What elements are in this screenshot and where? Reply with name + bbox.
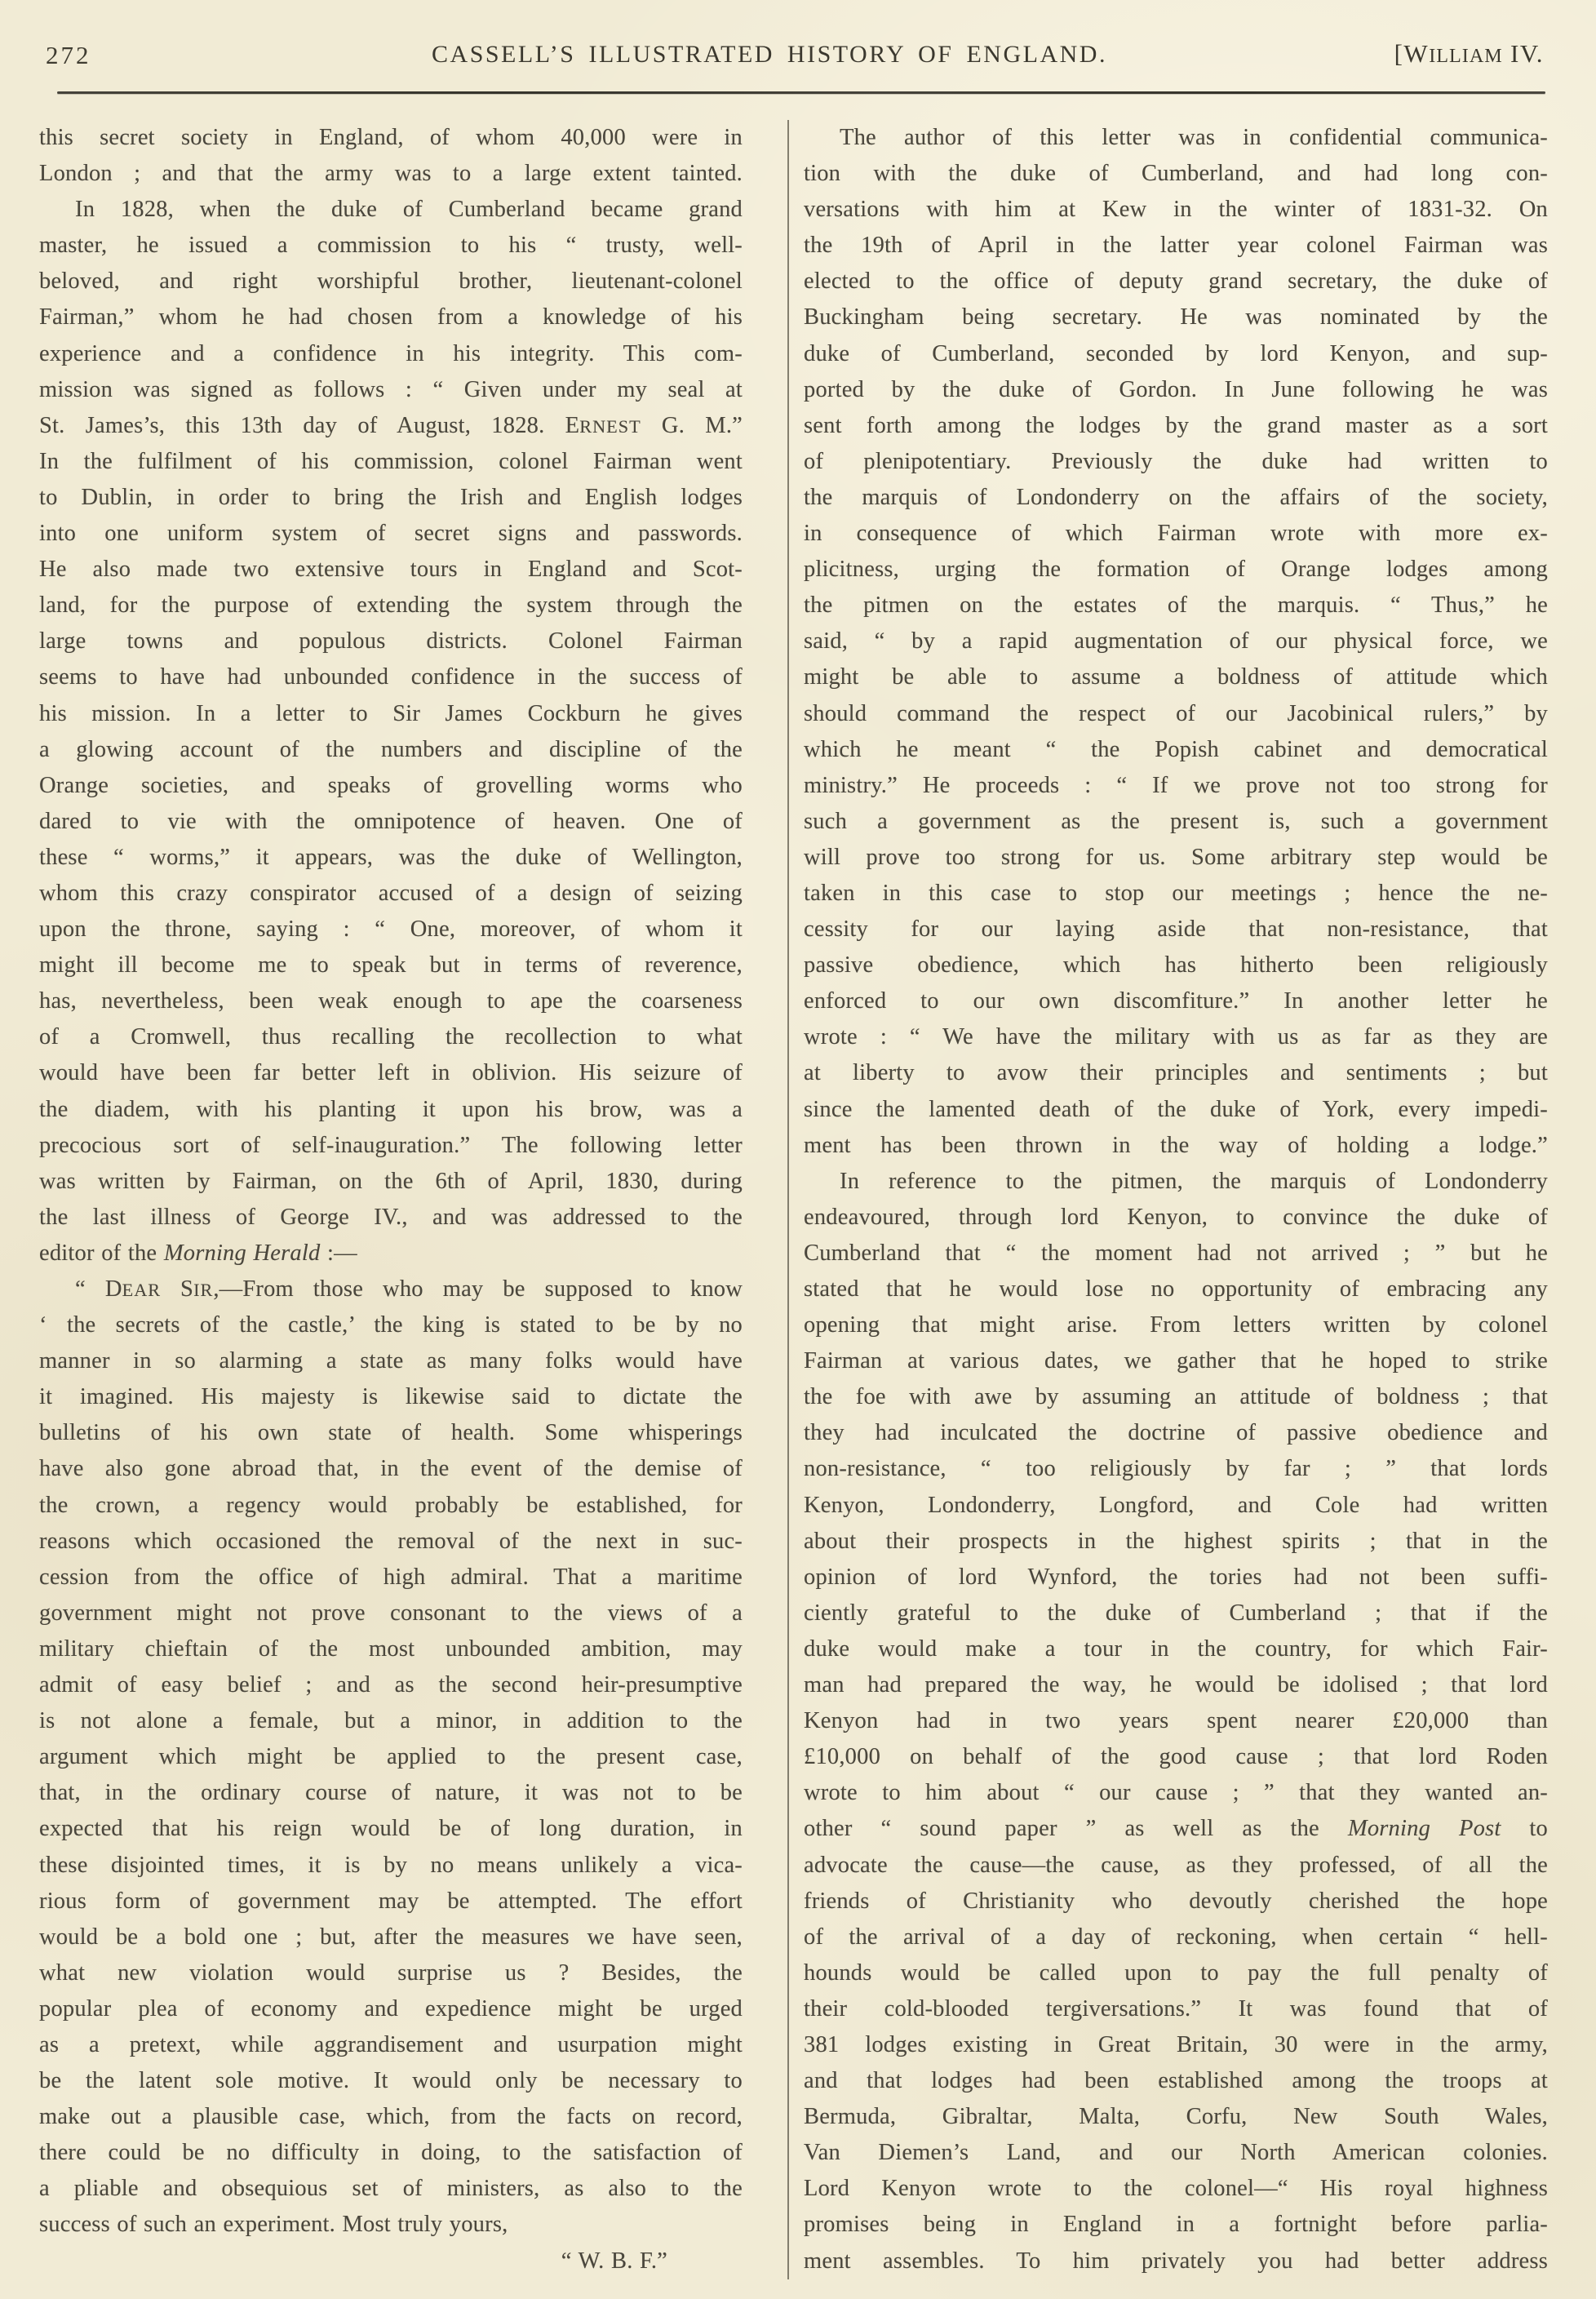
running-head-right: [WILLIAM IV. (1394, 39, 1544, 68)
text-line: “ DEAR SIR,—From those who may be supposed to know (75, 1276, 743, 1302)
text-line: since the lamented death of the duke of York, every impedi- (804, 1096, 1548, 1122)
text-columns (39, 120, 1548, 2279)
text-line: passive obedience, which has hitherto been religiously (804, 952, 1548, 979)
text-line: promises being in England in a fortnight before parlia- (804, 2212, 1548, 2238)
text-line: The author of this letter was in confidential communica- (840, 125, 1548, 150)
text-line: Kenyon had in two years spent nearer £20,000 than (804, 1708, 1548, 1734)
page-number: 272 (46, 41, 91, 69)
text-line: the marquis of Londonderry on the affairs of the society, (804, 484, 1548, 510)
text-line: stated that he would lose no opportunity of embracing any (804, 1276, 1548, 1302)
text-line: advocate the cause—the cause, as they professed, of all the (804, 1852, 1548, 1878)
text-line: opening that might arise. From letters written by colonel (804, 1312, 1548, 1338)
text-line: plicitness, urging the formation of Orange lodges among (804, 557, 1548, 583)
text-line: wrote : “ We have the military with us as far as they are (804, 1024, 1548, 1050)
text-line: Van Diemen’s Land, and our North American colonies. (804, 2140, 1548, 2166)
text-line: He also made two extensive tours in England and Scot- (39, 557, 743, 583)
text-line: Lord Kenyon wrote to the colonel—“ His royal highness (804, 2176, 1548, 2202)
text-line: Buckingham being secretary. He was nominated by the (804, 304, 1548, 331)
text-line: be the latent sole motive. It would only be necessary to (39, 2068, 743, 2094)
text-line: government might not prove consonant to the views of a (39, 1600, 743, 1626)
text-line: hounds would be called upon to pay the full penalty of (804, 1959, 1548, 1986)
text-line: Bermuda, Gibraltar, Malta, Corfu, New South Wales, (804, 2104, 1548, 2130)
text-line: In 1828, when the duke of Cumberland became grand (75, 197, 743, 223)
text-line: about their prospects in the highest spirits ; that in the (804, 1528, 1548, 1554)
text-line: upon the throne, saying : “ One, moreover, of whom it (39, 916, 743, 943)
text-line: into one uniform system of secret signs and passwords. (39, 521, 743, 547)
text-line: £10,000 on behalf of the good cause ; that lord Roden (804, 1744, 1548, 1770)
text-line: duke would make a tour in the country, for which Fair- (804, 1635, 1548, 1662)
text-line: endeavoured, through lord Kenyon, to convince the duke of (804, 1204, 1548, 1230)
header-rule (57, 91, 1545, 94)
page-title: CASSELL’S ILLUSTRATED HISTORY OF ENGLAND. (432, 41, 1107, 68)
text-line: Fairman,” whom he had chosen from a knowledge of his (39, 304, 743, 331)
text-line: ciently grateful to the duke of Cumberland ; that if the (804, 1600, 1548, 1626)
text-line: land, for the purpose of extending the system through the (39, 593, 743, 619)
text-line: this secret society in England, of whom 40,000 were in (39, 125, 743, 150)
left-column (39, 120, 743, 2279)
text-line: the last illness of George IV., and was addressed to the (39, 1204, 743, 1230)
text-line: St. James’s, this 13th day of August, 1828. ERNEST G. M.” (39, 412, 743, 438)
text-line: mission was signed as follows : “ Given under my seal at (39, 376, 743, 402)
text-line: in consequence of which Fairman wrote with more ex- (804, 521, 1548, 547)
text-line: rious form of government may be attempted. The effort (39, 1888, 743, 1914)
text-line: other “ sound paper ” as well as the Morning Post to (804, 1816, 1548, 1842)
text-line: there could be no difficulty in doing, to the satisfaction of (39, 2140, 743, 2166)
text-line: experience and a confidence in his integrity. This com- (39, 340, 743, 366)
text-line: of plenipotentiary. Previously the duke had written to (804, 448, 1548, 474)
right-column (787, 120, 1548, 2279)
text-line: master, he issued a commission to his “ trusty, well- (39, 233, 743, 259)
text-line: military chieftain of the most unbounded ambition, may (39, 1635, 743, 1662)
text-line: ministry.” He proceeds : “ If we prove not too strong for (804, 772, 1548, 798)
page-header (0, 0, 1596, 119)
text-line: it imagined. His majesty is likewise said to dictate the (39, 1384, 743, 1410)
text-line: precocious sort of self-inauguration.” The following letter (39, 1132, 743, 1158)
text-line: whom this crazy conspirator accused of a design of seizing (39, 880, 743, 906)
text-line: of a Cromwell, thus recalling the recollection to what (39, 1024, 743, 1050)
text-line: is not alone a female, but a minor, in addition to the (39, 1708, 743, 1734)
text-line: the pitmen on the estates of the marquis. “ Thus,” he (804, 593, 1548, 619)
text-line: expected that his reign would be of long duration, in (39, 1816, 743, 1842)
text-line: Cumberland that “ the moment had not arrived ; ” but he (804, 1240, 1548, 1266)
text-line: to Dublin, in order to bring the Irish and English lodges (39, 484, 743, 510)
text-line: should command the respect of our Jacobinical rulers,” by (804, 700, 1548, 726)
text-line: the diadem, with his planting it upon his brow, was a (39, 1096, 743, 1122)
text-line: ment has been thrown in the way of holding a lodge.” (804, 1132, 1548, 1158)
text-line: opinion of lord Wynford, the tories had not been suffi- (804, 1564, 1548, 1590)
text-line: London ; and that the army was to a large extent tainted. (39, 161, 743, 187)
text-line: a glowing account of the numbers and discipline of the (39, 736, 743, 762)
text-line: might be able to assume a boldness of attitude which (804, 664, 1548, 690)
text-line: seems to have had unbounded confidence in the success of (39, 664, 743, 690)
text-line: elected to the office of deputy grand secretary, the duke of (804, 269, 1548, 295)
text-line: argument which might be applied to the present case, (39, 1744, 743, 1770)
text-line: such a government as the present is, such a government (804, 808, 1548, 834)
text-line: dared to vie with the omnipotence of heaven. One of (39, 808, 743, 834)
text-line: these disjointed times, it is by no means unlikely a vica- (39, 1852, 743, 1878)
text-line: Kenyon, Londonderry, Longford, and Cole had written (804, 1492, 1548, 1518)
text-line: was written by Fairman, on the 6th of April, 1830, during (39, 1168, 743, 1194)
text-line: has, nevertheless, been weak enough to ape the coarseness (39, 988, 743, 1014)
text-line: In reference to the pitmen, the marquis of Londonderry (840, 1168, 1548, 1194)
text-line: friends of Christianity who devoutly cherished the hope (804, 1888, 1548, 1914)
text-line: a pliable and obsequious set of ministers, as also to the (39, 2176, 743, 2202)
text-line: his mission. In a letter to Sir James Cockburn he gives (39, 700, 743, 726)
text-line: ment assembles. To him privately you had better address (804, 2248, 1548, 2274)
text-line: success of such an experiment. Most truly yours, (39, 2212, 508, 2238)
text-line: the crown, a regency would probably be established, for (39, 1492, 743, 1518)
text-line: wrote to him about “ our cause ; ” that they wanted an- (804, 1780, 1548, 1806)
text-line: will prove too strong for us. Some arbitrary step would be (804, 844, 1548, 870)
text-line: Fairman at various dates, we gather that he hoped to strike (804, 1348, 1548, 1374)
text-line: cessity for our laying aside that non-resistance, that (804, 916, 1548, 943)
text-line: popular plea of economy and expedience might be urged (39, 1995, 743, 2022)
text-line: would have been far better left in oblivion. His seizure of (39, 1060, 743, 1086)
text-line: bulletins of his own state of health. Some whisperings (39, 1420, 743, 1446)
text-line: tion with the duke of Cumberland, and had long con- (804, 161, 1548, 187)
text-line: “ W. B. F.” (561, 2248, 667, 2274)
text-line: which he meant “ the Popish cabinet and democratical (804, 736, 1548, 762)
text-line: they had inculcated the doctrine of passive obedience and (804, 1420, 1548, 1446)
text-line: have also gone abroad that, in the event of the demise of (39, 1456, 743, 1482)
text-line: at liberty to avow their principles and sentiments ; but (804, 1060, 1548, 1086)
text-line: man had prepared the way, he would be idolised ; that lord (804, 1672, 1548, 1698)
text-line: Orange societies, and speaks of grovelling worms who (39, 772, 743, 798)
text-line: In the fulfilment of his commission, colonel Fairman went (39, 448, 743, 474)
text-line: admit of easy belief ; and as the second heir-presumptive (39, 1672, 743, 1698)
text-line: ‘ the secrets of the castle,’ the king is stated to be by no (39, 1312, 743, 1338)
text-line: that, in the ordinary course of nature, it was not to be (39, 1780, 743, 1806)
text-line: duke of Cumberland, seconded by lord Kenyon, and sup- (804, 340, 1548, 366)
text-line: their cold-blooded tergiversations.” It was found that of (804, 1995, 1548, 2022)
text-line: as a pretext, while aggrandisement and usurpation might (39, 2031, 743, 2057)
text-line: 381 lodges existing in Great Britain, 30 were in the army, (804, 2031, 1548, 2057)
text-line: editor of the Morning Herald :— (39, 1240, 357, 1266)
text-line: large towns and populous districts. Colonel Fairman (39, 628, 743, 655)
text-line: the foe with awe by assuming an attitude of boldness ; that (804, 1384, 1548, 1410)
text-line: cession from the office of high admiral. That a maritime (39, 1564, 743, 1590)
text-line: and that lodges had been established among the troops at (804, 2068, 1548, 2094)
text-line: said, “ by a rapid augmentation of our physical force, we (804, 628, 1548, 655)
text-line: the 19th of April in the latter year colonel Fairman was (804, 233, 1548, 259)
text-line: make out a plausible case, which, from the facts on record, (39, 2104, 743, 2130)
text-line: versations with him at Kew in the winter of 1831-32. On (804, 197, 1548, 223)
text-line: non-resistance, “ too religiously by far ; ” that lords (804, 1456, 1548, 1482)
text-line: ported by the duke of Gordon. In June following he was (804, 376, 1548, 402)
text-line: of the arrival of a day of reckoning, when certain “ hell- (804, 1924, 1548, 1950)
text-line: these “ worms,” it appears, was the duke of Wellington, (39, 844, 743, 870)
text-line: beloved, and right worshipful brother, lieutenant-colonel (39, 269, 743, 295)
text-line: taken in this case to stop our meetings ; hence the ne- (804, 880, 1548, 906)
text-line: enforced to our own discomfiture.” In another letter he (804, 988, 1548, 1014)
text-line: what new violation would surprise us ? Besides, the (39, 1959, 743, 1986)
text-line: sent forth among the lodges by the grand master as a sort (804, 412, 1548, 438)
text-line: manner in so alarming a state as many folks would have (39, 1348, 743, 1374)
text-line: might ill become me to speak but in terms of reverence, (39, 952, 743, 979)
text-line: would be a bold one ; but, after the measures we have seen, (39, 1924, 743, 1950)
text-line: reasons which occasioned the removal of the next in suc- (39, 1528, 743, 1554)
